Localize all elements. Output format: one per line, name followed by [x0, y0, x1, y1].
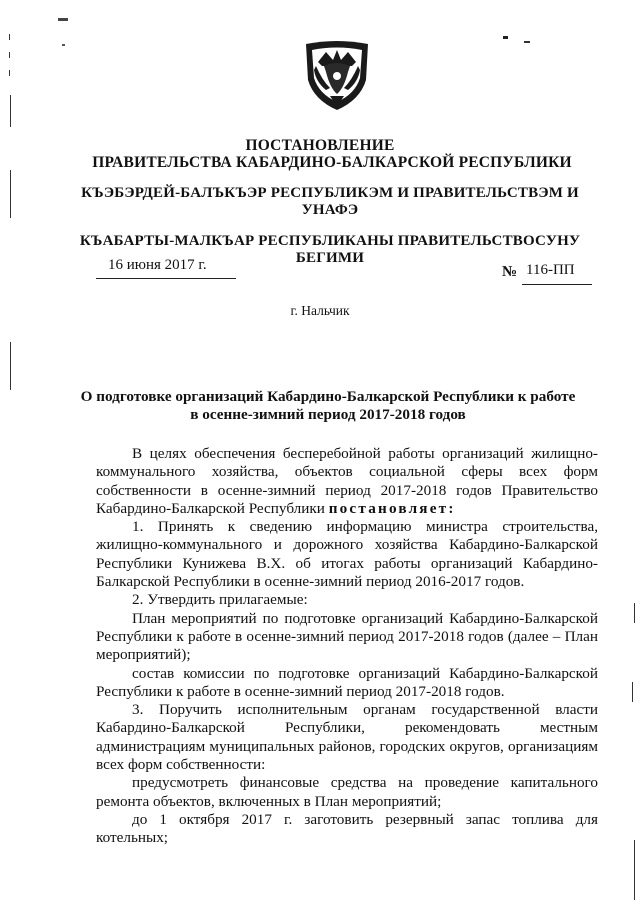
resolves-keyword: постановляет:: [328, 499, 456, 517]
government-name-balkar-line2: БЕГИМИ: [295, 250, 365, 266]
scan-speck: [58, 18, 68, 21]
intro-text: В целях обеспечения бесперебойной работы организаций жилищно-коммунального хозяйства, объектов социальной сферы всех форм собственности в осенне-зимний период 2017-2018 годов Правительство Кабардино-Балкарской Республики: [96, 445, 598, 517]
scan-speck: [524, 41, 530, 43]
subject-line2: в осенне-зимний период 2017-2018 годов: [190, 406, 466, 423]
scan-mark: [634, 603, 635, 623]
scan-mark: [634, 840, 635, 900]
paragraph-2a: План мероприятий по подготовке организаций Кабардино-Балкарской Республики к работе в осенне-зимний период 2017-2018 годов (далее – План мероприятий);: [96, 609, 598, 664]
paragraph-1: 1. Принять к сведению информацию министра строительства, жилищно-коммунального и дорожного хозяйства Кабардино-Балкарской Республики Кунижева В.Х. об итогах работы организаций Кабардино-Балкарской Республики в осенне-зимний период 2016-2017 годов.: [96, 518, 598, 591]
coat-of-arms-emblem: [300, 36, 374, 112]
scan-mark: [10, 342, 11, 390]
paragraph-3: 3. Поручить исполнительным органам государственной власти Кабардино-Балкарской Республики, рекомендовать местным администрациям муниципальных районов, городских округов, организациям всех форм собственности:: [96, 701, 598, 774]
scan-mark: [632, 682, 633, 702]
scan-mark: [9, 70, 10, 76]
paragraph-3b: до 1 октября 2017 г. заготовить резервный запас топлива для котельных;: [96, 810, 598, 847]
government-name-kabardian-line1: КЪЭБЭРДЕЙ-БАЛЪКЪЭР РЕСПУБЛИКЭМ И ПРАВИТЕЛЬСТВЭМ И: [81, 185, 579, 201]
paragraph-3a: предусмотреть финансовые средства на проведение капитального ремонта объектов, включенных в План мероприятий;: [96, 774, 598, 810]
scan-speck: [62, 44, 65, 46]
government-name-russian: ПРАВИТЕЛЬСТВА КАБАРДИНО-БАЛКАРСКОЙ РЕСПУБЛИКИ: [92, 154, 572, 171]
date-underline: [96, 278, 236, 279]
scan-mark: [9, 52, 10, 58]
paragraph-intro: [96, 445, 598, 518]
document-body: [96, 445, 598, 848]
scan-speck: [503, 36, 508, 39]
scan-mark: [9, 34, 10, 40]
document-number: 116-ПП: [526, 262, 575, 278]
number-sign: №: [502, 264, 518, 280]
city: г. Нальчик: [290, 303, 350, 318]
subject-line1: О подготовке организаций Кабардино-Балкарской Республики к работе: [80, 388, 576, 405]
government-name-kabardian-line2: УНАФЭ: [301, 202, 359, 218]
number-underline: [522, 284, 592, 285]
paragraph-2: 2. Утвердить прилагаемые:: [132, 591, 308, 609]
document-date: 16 июня 2017 г.: [108, 257, 207, 273]
government-name-balkar-line1: КЪАБАРТЫ-МАЛКЪАР РЕСПУБЛИКАНЫ ПРАВИТЕЛЬСТВОСУНУ: [79, 233, 581, 249]
paragraph-2b: состав комиссии по подготовке организаций Кабардино-Балкарской Республики к работе в осенне-зимний период 2017-2018 годов.: [96, 664, 598, 700]
document-title: ПОСТАНОВЛЕНИЕ: [245, 137, 395, 154]
scan-mark: [10, 95, 11, 127]
